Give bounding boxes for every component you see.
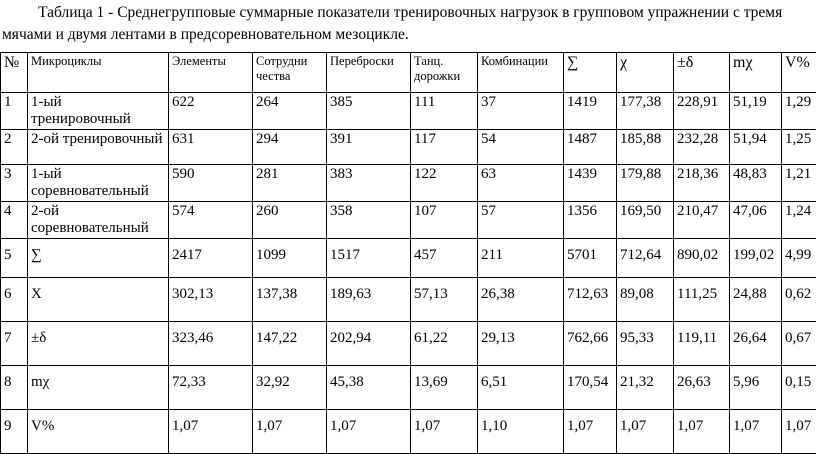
table-cell: 1,07	[327, 410, 411, 454]
table-cell: 177,38	[617, 93, 674, 130]
table-cell: 281	[253, 165, 327, 202]
table-cell: 54	[478, 130, 564, 165]
header-throws: Переброски	[327, 53, 411, 93]
table-cell: 57	[478, 202, 564, 239]
table-cell: 3	[1, 165, 28, 202]
table-cell: 4	[1, 202, 28, 239]
table-cell: 2	[1, 130, 28, 165]
table-cell: 590	[169, 165, 253, 202]
header-elements: Элементы	[169, 53, 253, 93]
table-cell: 1,24	[782, 202, 816, 239]
table-cell: 712,64	[617, 239, 674, 278]
table-cell: 1,21	[782, 165, 816, 202]
table-row	[1, 366, 816, 410]
table-cell: 211	[478, 239, 564, 278]
table-cell: 72,33	[169, 366, 253, 410]
table-cell: 1-ый тренировочный	[28, 93, 169, 130]
table-cell: 762,66	[564, 322, 617, 366]
header-variation: V%	[782, 53, 816, 93]
table-cell: 7	[1, 322, 28, 366]
header-mean: χ	[617, 53, 674, 93]
table-cell: 95,33	[617, 322, 674, 366]
table-cell: 622	[169, 93, 253, 130]
table-cell: 358	[327, 202, 411, 239]
caption-line-1: Таблица 1 - Среднегрупповые суммарные показатели тренировочных нагрузок в групповом упражнении с тремя	[0, 2, 816, 23]
table-cell: 1,07	[674, 410, 730, 454]
table-cell: 26,63	[674, 366, 730, 410]
table-cell: 228,91	[674, 93, 730, 130]
table-cell: 202,94	[327, 322, 411, 366]
header-std-dev: ±δ	[674, 53, 730, 93]
table-cell: 383	[327, 165, 411, 202]
table-cell: 260	[253, 202, 327, 239]
header-dance-tracks: Танц. дорожки	[411, 53, 478, 93]
table-cell: ±δ	[28, 322, 169, 366]
header-combinations: Комбинации	[478, 53, 564, 93]
table-cell: 9	[1, 410, 28, 454]
table-cell: 1,07	[730, 410, 782, 454]
table-cell: 122	[411, 165, 478, 202]
table-cell: ∑	[28, 239, 169, 278]
table-cell: 185,88	[617, 130, 674, 165]
table-cell: 631	[169, 130, 253, 165]
table-cell: 1356	[564, 202, 617, 239]
table-cell: 385	[327, 93, 411, 130]
table-cell: 47,06	[730, 202, 782, 239]
table-cell: 26,38	[478, 278, 564, 322]
table-cell: 24,88	[730, 278, 782, 322]
table-cell: 51,19	[730, 93, 782, 130]
table-cell: X	[28, 278, 169, 322]
table-cell: 2-ой тренировочный	[28, 130, 169, 165]
table-cell: 13,69	[411, 366, 478, 410]
table-row	[1, 130, 816, 165]
table-cell: 1,07	[411, 410, 478, 454]
table-cell: 0,15	[782, 366, 816, 410]
table-cell: 29,13	[478, 322, 564, 366]
table-cell: 4,99	[782, 239, 816, 278]
table-cell: 1,07	[169, 410, 253, 454]
table-cell: 137,38	[253, 278, 327, 322]
table-cell: 1419	[564, 93, 617, 130]
table-cell: 48,83	[730, 165, 782, 202]
table-row	[1, 165, 816, 202]
training-load-table	[0, 52, 816, 454]
table-row	[1, 410, 816, 454]
table-cell: 1,07	[253, 410, 327, 454]
header-microcycles: Микроциклы	[28, 53, 169, 93]
table-cell: 1099	[253, 239, 327, 278]
table-cell: 1,07	[564, 410, 617, 454]
table-cell: 57,13	[411, 278, 478, 322]
header-std-error: mχ	[730, 53, 782, 93]
table-cell: 712,63	[564, 278, 617, 322]
table-cell: 1,10	[478, 410, 564, 454]
table-cell: 232,28	[674, 130, 730, 165]
table-cell: 147,22	[253, 322, 327, 366]
table-row	[1, 322, 816, 366]
table-row	[1, 278, 816, 322]
header-number: №	[1, 53, 28, 93]
table-cell: 5	[1, 239, 28, 278]
table-cell: 1,29	[782, 93, 816, 130]
table-cell: 210,47	[674, 202, 730, 239]
table-cell: 199,02	[730, 239, 782, 278]
table-cell: V%	[28, 410, 169, 454]
table-cell: 264	[253, 93, 327, 130]
table-cell: 1517	[327, 239, 411, 278]
table-cell: 6	[1, 278, 28, 322]
table-cell: 1,07	[617, 410, 674, 454]
table-row	[1, 239, 816, 278]
table-cell: 26,64	[730, 322, 782, 366]
table-cell: 1439	[564, 165, 617, 202]
table-cell: 1,25	[782, 130, 816, 165]
table-cell: 51,94	[730, 130, 782, 165]
table-cell: 89,08	[617, 278, 674, 322]
table-cell: 111,25	[674, 278, 730, 322]
table-header-row	[1, 53, 816, 93]
table-cell: 6,51	[478, 366, 564, 410]
table-cell: 169,50	[617, 202, 674, 239]
table-cell: 1-ый соревновательный	[28, 165, 169, 202]
table-cell: 32,92	[253, 366, 327, 410]
table-cell: 8	[1, 366, 28, 410]
table-cell: 302,13	[169, 278, 253, 322]
table-cell: 37	[478, 93, 564, 130]
table-cell: 1	[1, 93, 28, 130]
table-cell: 5701	[564, 239, 617, 278]
table-cell: 179,88	[617, 165, 674, 202]
table-row	[1, 93, 816, 130]
table-cell: 2-ой соревновательный	[28, 202, 169, 239]
table-cell: 391	[327, 130, 411, 165]
header-cooperation: Сотрудни чества	[253, 53, 327, 93]
header-sum: ∑	[564, 53, 617, 93]
table-row	[1, 202, 816, 239]
table-cell: 117	[411, 130, 478, 165]
table-cell: 63	[478, 165, 564, 202]
table-cell: 111	[411, 93, 478, 130]
table-cell: 574	[169, 202, 253, 239]
caption-line-2: мячами и двумя лентами в предсоревновательном мезоцикле.	[2, 24, 409, 45]
table-cell: 5,96	[730, 366, 782, 410]
table-cell: 294	[253, 130, 327, 165]
table-cell: 21,32	[617, 366, 674, 410]
table-cell: 119,11	[674, 322, 730, 366]
table-cell: 170,54	[564, 366, 617, 410]
table-cell: 1,07	[782, 410, 816, 454]
table-cell: 323,46	[169, 322, 253, 366]
table-cell: 2417	[169, 239, 253, 278]
table-cell: 1487	[564, 130, 617, 165]
table-cell: mχ	[28, 366, 169, 410]
table-cell: 218,36	[674, 165, 730, 202]
table-cell: 457	[411, 239, 478, 278]
table-cell: 61,22	[411, 322, 478, 366]
table-cell: 0,62	[782, 278, 816, 322]
table-cell: 890,02	[674, 239, 730, 278]
table-cell: 107	[411, 202, 478, 239]
table-cell: 189,63	[327, 278, 411, 322]
table-cell: 45,38	[327, 366, 411, 410]
table-cell: 0,67	[782, 322, 816, 366]
